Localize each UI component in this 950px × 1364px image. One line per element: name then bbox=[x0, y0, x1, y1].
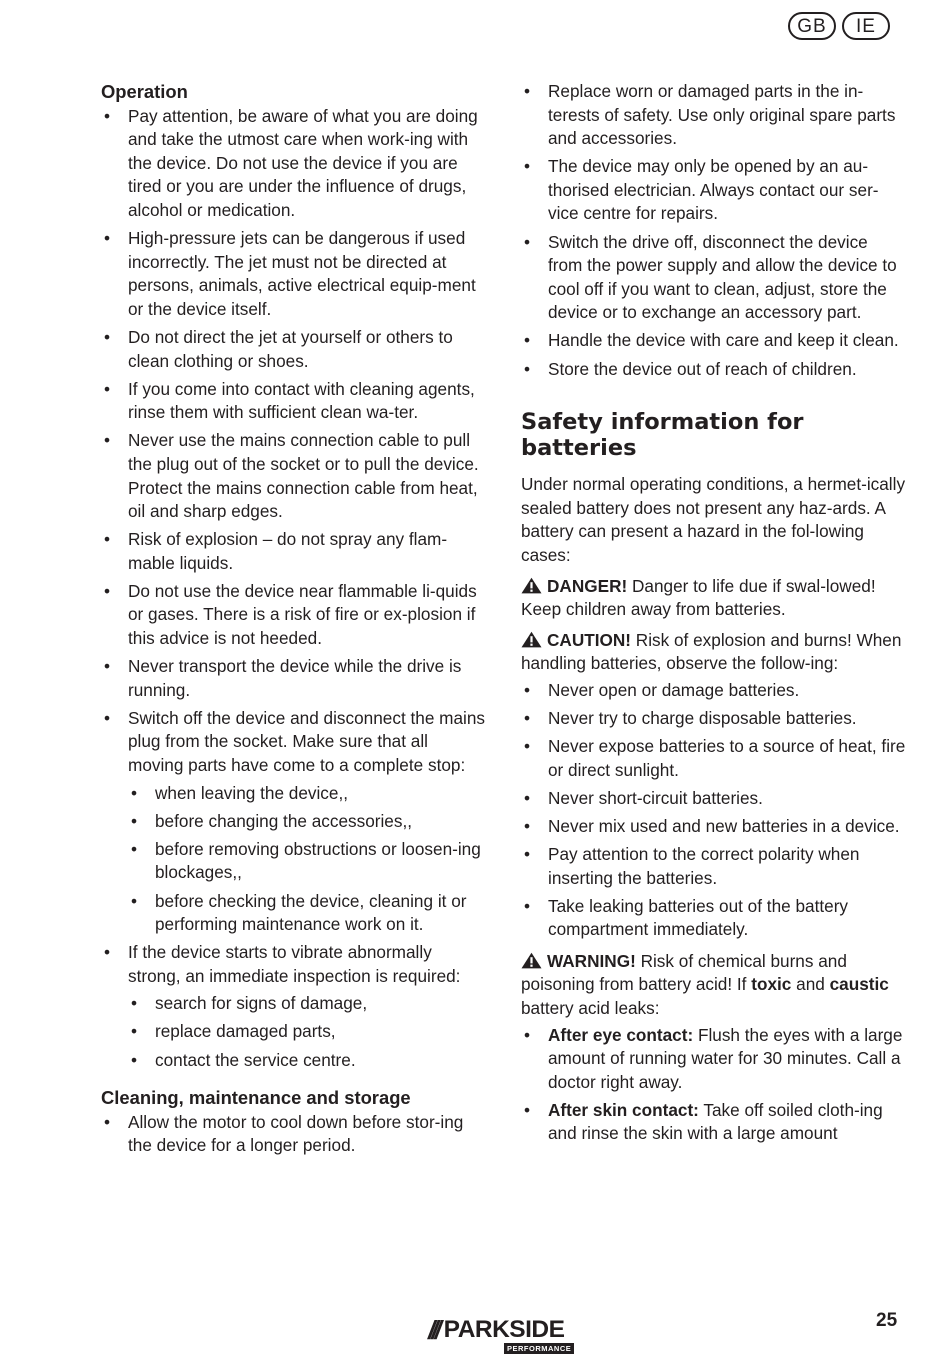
lang-badge-gb: GB bbox=[788, 12, 836, 40]
danger-notice bbox=[521, 575, 906, 622]
warning-text-1: Risk of chemical burns and poisoning from battery acid! If bbox=[521, 950, 847, 995]
list-item: • Do not direct the jet at yourself or others to clean clothing or shoes. bbox=[101, 326, 486, 373]
list-item: • Replace worn or damaged parts in the in-terests of safety. Use only original spare parts and accessories. bbox=[521, 80, 906, 151]
list-item: • Pay attention to the correct polarity when inserting the batteries. bbox=[521, 843, 906, 890]
list-item: • Risk of explosion – do not spray any flam-mable liquids. bbox=[101, 528, 486, 575]
eye-contact-text: Flush the eyes with a large amount of running water for 30 minutes. Call a doctor right away. bbox=[548, 1024, 903, 1092]
list-item: • Pay attention, be aware of what you are doing and take the utmost care when work-ing with the device. Do not use the device if you are tired or you are under the influence of drugs, alcohol or medication. bbox=[101, 105, 486, 223]
operation-heading: Operation bbox=[101, 81, 188, 102]
sublist-item: • when leaving the device,, bbox=[128, 782, 486, 806]
warning-notice bbox=[521, 950, 906, 1021]
sublist bbox=[128, 992, 486, 1072]
danger-text: Danger to life due if swal-lowed! Keep children away from batteries. bbox=[521, 575, 876, 620]
list-item: • Allow the motor to cool down before stor-ing the device for a longer period. bbox=[101, 1111, 486, 1158]
parkside-logo bbox=[428, 1316, 590, 1358]
logo-subtext: PERFORMANCE bbox=[504, 1343, 574, 1354]
list-item: • Handle the device with care and keep it clean. bbox=[521, 329, 906, 353]
list-item: • Switch the drive off, disconnect the device from the power supply and allow the device to cool off if you want to clean, adjust, store the device or to exchange an accessory part. bbox=[521, 231, 906, 325]
lang-badge-ie: IE bbox=[842, 12, 890, 40]
list-item bbox=[101, 941, 486, 1072]
danger-label: DANGER! bbox=[547, 575, 628, 596]
list-item: • Never open or damage batteries. bbox=[521, 679, 906, 703]
list-item: • Never transport the device while the drive is running. bbox=[101, 655, 486, 702]
list-item: • Never expose batteries to a source of heat, fire or direct sunlight. bbox=[521, 735, 906, 782]
list-item bbox=[521, 1024, 906, 1095]
battery-section-heading: Safety information for batteries bbox=[521, 409, 804, 462]
logo-text: PARKSIDE bbox=[443, 1316, 565, 1343]
language-badges bbox=[788, 12, 890, 40]
list-item: • Never short-circuit batteries. bbox=[521, 787, 906, 811]
list-item: • Do not use the device near flammable li-quids or gases. There is a risk of fire or ex-plosion if this advice is not heeded. bbox=[101, 580, 486, 651]
list-item: • Take leaking batteries out of the battery compartment immediately. bbox=[521, 895, 906, 942]
caution-text: Risk of explosion and burns! When handling batteries, observe the follow-ing: bbox=[521, 629, 902, 674]
skin-contact-label: After skin contact: bbox=[548, 1099, 699, 1120]
warning-bold-caustic: caustic bbox=[829, 974, 889, 995]
warning-text-2: and bbox=[791, 974, 830, 995]
list-item bbox=[521, 1099, 906, 1146]
cleaning-list-continued bbox=[521, 80, 906, 381]
logo-row bbox=[428, 1316, 590, 1344]
list-item: • High-pressure jets can be dangerous if used incorrectly. The jet must not be directed at persons, animals, active electrical equip-ment or the device itself. bbox=[101, 227, 486, 321]
list-item-text: Switch off the device and disconnect the mains plug from the socket. Make sure that all moving parts have come to a complete stop: bbox=[128, 707, 486, 776]
cleaning-list bbox=[101, 1111, 486, 1158]
list-item-text: If the device starts to vibrate abnormally strong, an immediate inspection is required: bbox=[128, 942, 461, 986]
operation-list bbox=[101, 105, 486, 1073]
caution-notice bbox=[521, 629, 906, 676]
sublist-item: • search for signs of damage, bbox=[128, 992, 486, 1016]
list-item: • Never mix used and new batteries in a device. bbox=[521, 815, 906, 839]
left-column bbox=[101, 80, 486, 1162]
sublist-item: • replace damaged parts, bbox=[128, 1020, 486, 1044]
warning-text-3: battery acid leaks: bbox=[521, 998, 660, 1018]
sublist-item: • before changing the accessories,, bbox=[128, 810, 486, 834]
list-item: • The device may only be opened by an au-thorised electrician. Always contact our ser-vice centre for repairs. bbox=[521, 155, 906, 226]
list-item: • Never use the mains connection cable to pull the plug out of the socket or to pull the device. Protect the mains connection cable from heat, oil and sharp edges. bbox=[101, 429, 486, 523]
warning-triangle-icon bbox=[521, 577, 542, 594]
eye-contact-label: After eye contact: bbox=[548, 1024, 694, 1045]
sublist-item: • before checking the device, cleaning it or performing maintenance work on it. bbox=[128, 890, 486, 937]
list-item bbox=[101, 707, 486, 937]
sublist-item: • contact the service centre. bbox=[128, 1049, 486, 1073]
sublist-item: • before removing obstructions or loosen-ing blockages,, bbox=[128, 838, 486, 885]
cleaning-heading: Cleaning, maintenance and storage bbox=[101, 1087, 411, 1109]
skin-contact-text: Take off soiled cloth-ing and rinse the skin with a large amount bbox=[548, 1099, 883, 1144]
caution-list bbox=[521, 679, 906, 942]
warning-bold-toxic: toxic bbox=[751, 974, 792, 995]
warning-triangle-icon bbox=[521, 631, 542, 648]
battery-intro: Under normal operating conditions, a hermet-ically sealed battery does not present any haz-ards. A battery can present a hazard in the fol-lowing cases: bbox=[521, 474, 906, 565]
list-item: • If you come into contact with cleaning agents, rinse them with sufficient clean wa-ter. bbox=[101, 378, 486, 425]
list-item: • Store the device out of reach of children. bbox=[521, 358, 906, 382]
warning-label: WARNING! bbox=[547, 950, 636, 971]
page-number: 25 bbox=[876, 1310, 898, 1331]
logo-slashes: /// bbox=[428, 1315, 438, 1345]
sublist bbox=[128, 782, 486, 937]
contact-list bbox=[521, 1024, 906, 1146]
right-column bbox=[521, 80, 906, 1151]
list-item: • Never try to charge disposable batteries. bbox=[521, 707, 906, 731]
warning-triangle-icon bbox=[521, 952, 542, 969]
caution-label: CAUTION! bbox=[547, 629, 632, 650]
